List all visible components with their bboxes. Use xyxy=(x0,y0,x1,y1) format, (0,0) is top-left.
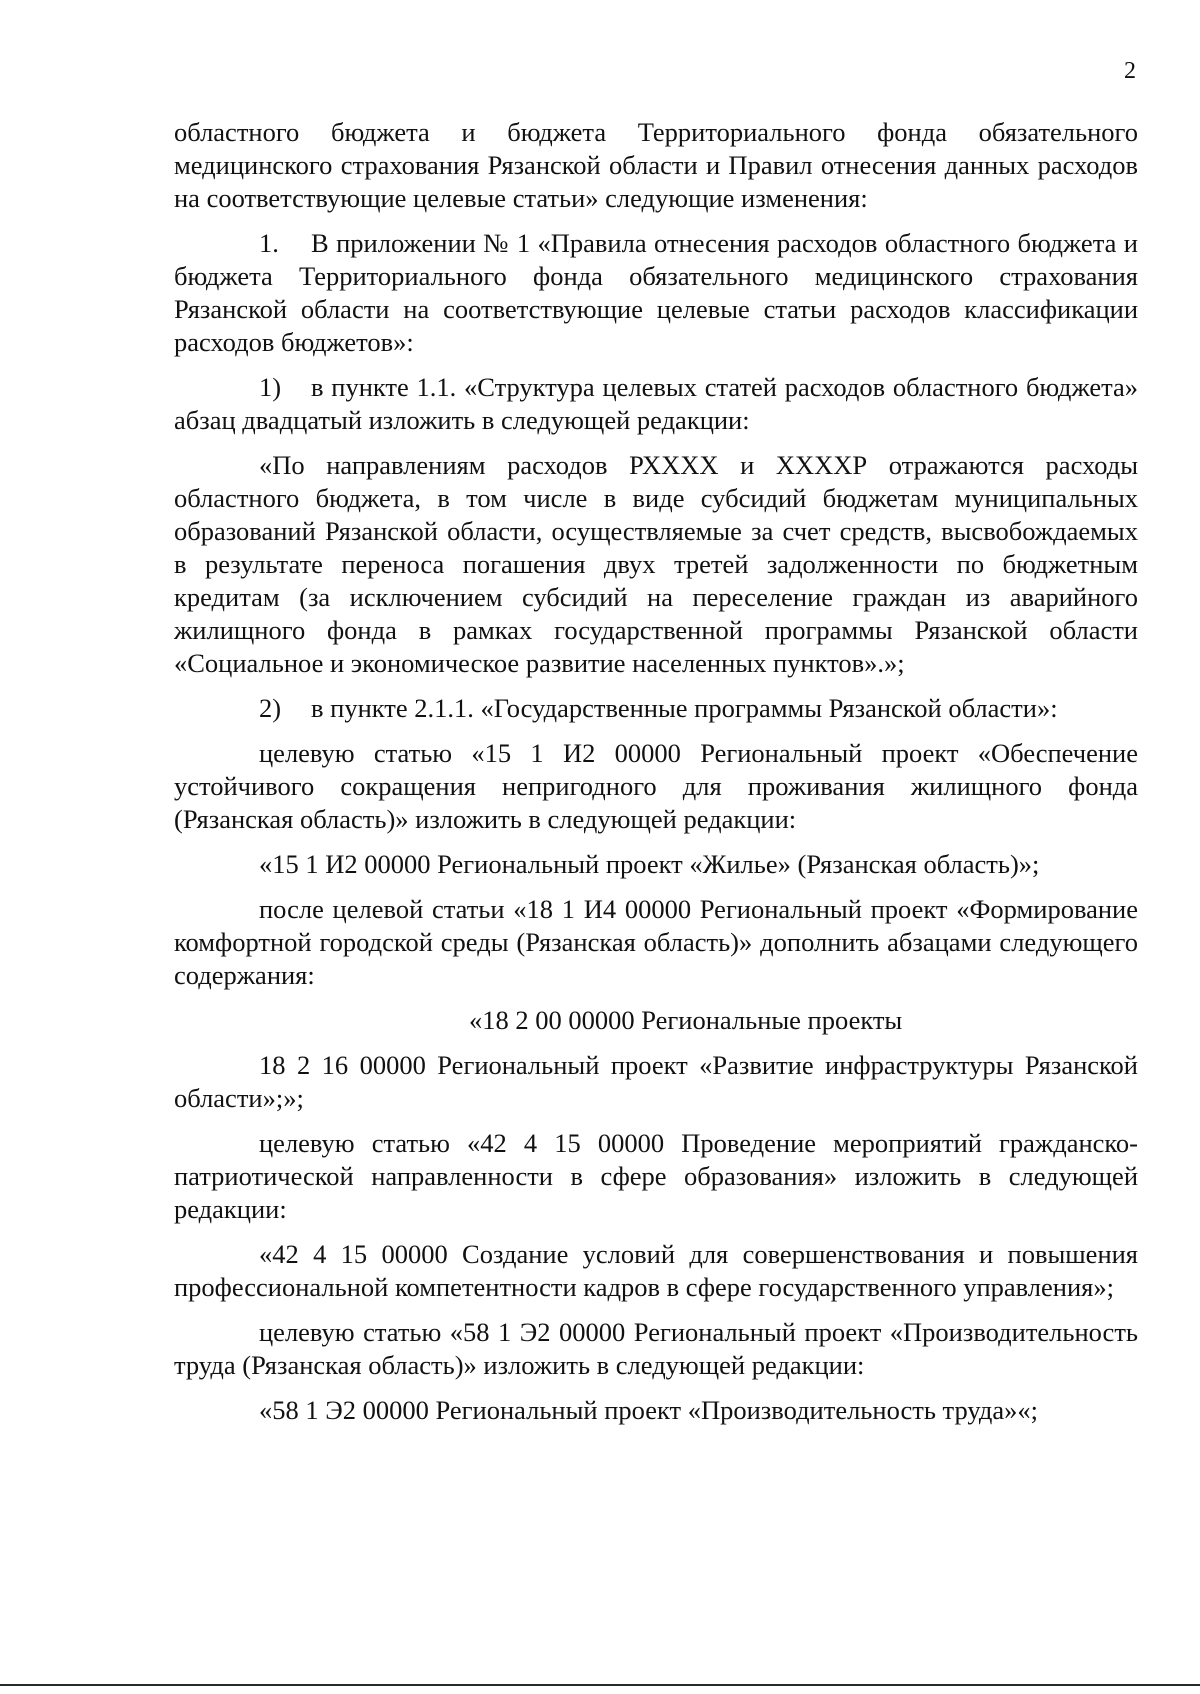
paragraph-article-42: целевую статью «42 4 15 00000 Проведение мероприятий гражданско-патриотической направленности в сфере образования» изложить в следующей редакции: xyxy=(174,1128,1138,1224)
paragraph-regional-projects: «18 2 00 00000 Региональные проекты xyxy=(469,1005,903,1035)
paragraph-article-18-2-16: 18 2 16 00000 Региональный проект «Развитие инфраструктуры Рязанской области»;»; xyxy=(174,1050,1138,1113)
page-number: 2 xyxy=(1124,58,1136,84)
paragraph-quote-directions: «По направлениям расходов РХХХХ и ХХХХР отражаются расходы областного бюджета, в том числе в виде субсидий бюджетам муниципальных образований Рязанской области, осуществляемые за счет средств, высвобождаемых в результате переноса погашения двух третей задолженности по бюджетным кредитам (за исключением субсидий на переселение граждан из аварийного жилищного фонда в рамках государственной программы Рязанской области «Социальное и экономическое развитие населенных пунктов».»; xyxy=(174,450,1138,678)
page-bottom-rule xyxy=(0,1684,1200,1686)
paragraph-text: в пункте 2.1.1. «Государственные программы Рязанской области»: xyxy=(311,693,1058,723)
item-number: 1. xyxy=(259,228,279,258)
item-number: 1) xyxy=(259,372,282,402)
paragraph-subitem-1 xyxy=(174,371,1138,437)
paragraph-article-58: целевую статью «58 1 Э2 00000 Региональный проект «Производительность труда (Рязанская область)» изложить в следующей редакции: xyxy=(174,1317,1138,1380)
paragraph-text: в пункте 1.1. «Структура целевых статей расходов областного бюджета» абзац двадцатый изложить в следующей редакции: xyxy=(174,372,1138,435)
paragraph-intro: областного бюджета и бюджета Территориального фонда обязательного медицинского страхования Рязанской области и Правил отнесения данных расходов на соответствующие целевые статьи» следующие изменения: xyxy=(174,117,1138,213)
paragraph-article-42-new: «42 4 15 00000 Создание условий для совершенствования и повышения профессиональной компетентности кадров в сфере государственного управления»; xyxy=(174,1239,1138,1302)
paragraph-article-15: целевую статью «15 1 И2 00000 Региональный проект «Обеспечение устойчивого сокращения непригодного для проживания жилищного фонда (Рязанская область)» изложить в следующей редакции: xyxy=(174,738,1138,834)
document-body xyxy=(174,116,1138,1439)
item-number: 2) xyxy=(259,693,282,723)
paragraph-subitem-2 xyxy=(174,692,1138,725)
paragraph-article-58-new: «58 1 Э2 00000 Региональный проект «Производительность труда»«; xyxy=(259,1395,1039,1425)
paragraph-after-article-18: после целевой статьи «18 1 И4 00000 Региональный проект «Формирование комфортной городской среды (Рязанская область)» дополнить абзацами следующего содержания: xyxy=(174,894,1138,990)
paragraph-article-15-new: «15 1 И2 00000 Региональный проект «Жилье» (Рязанская область)»; xyxy=(259,849,1040,879)
paragraph-text: В приложении № 1 «Правила отнесения расходов областного бюджета и бюджета Территориального фонда обязательного медицинского страхования Рязанской области на соответствующие целевые статьи расходов классификации расходов бюджетов»: xyxy=(174,228,1138,357)
paragraph-item-1 xyxy=(174,227,1138,359)
